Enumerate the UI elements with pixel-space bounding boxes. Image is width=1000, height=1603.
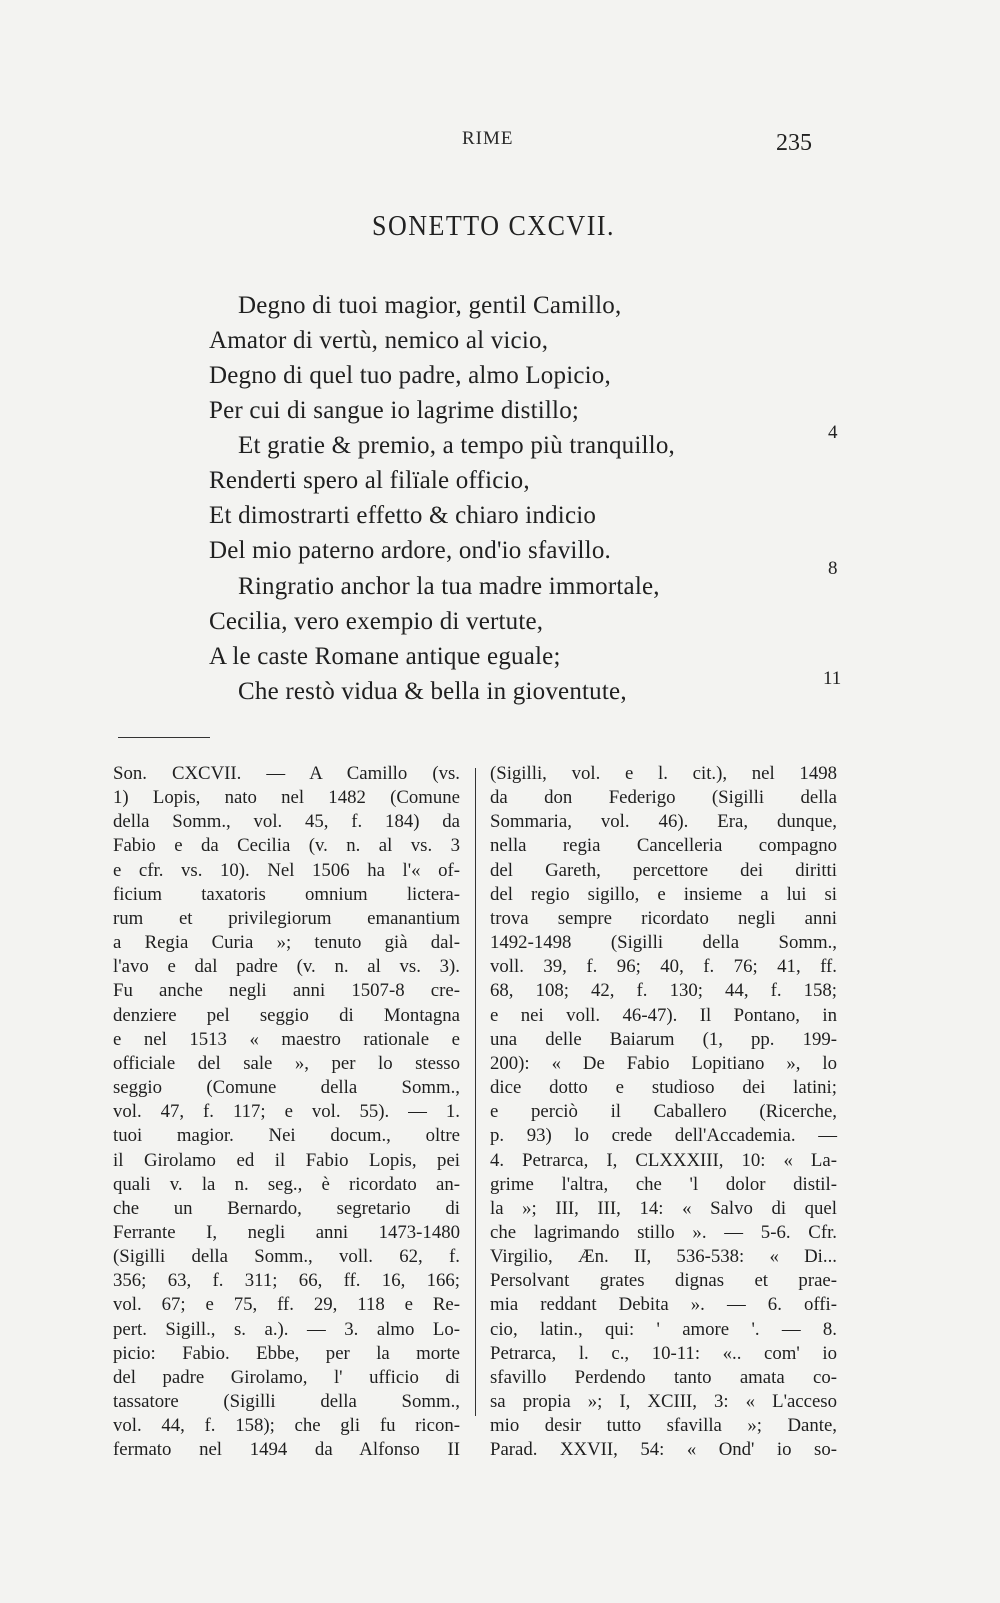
line-number: 4 [828,422,838,443]
note-line: e nel 1513 « maestro rationale e [113,1028,460,1050]
verse-line: Renderti spero al filïale officio, [209,467,530,494]
verse-line: Amator di vertù, nemico al vicio, [209,327,549,354]
verse-line: Ringratio anchor la tua madre immortale, [238,573,660,600]
note-line: vol. 47, f. 117; e vol. 55). — 1. [113,1101,460,1123]
note-line: nella regia Cancelleria compagno [490,835,837,857]
verse-line: A le caste Romane antique eguale; [209,643,561,670]
note-line: seggio (Comune della Somm., [113,1077,460,1099]
note-line: Persolvant grates dignas et prae- [490,1270,837,1292]
note-line: Fabio e da Cecilia (v. n. al vs. 3 [113,835,460,857]
note-line: (Sigilli della Somm., voll. 62, f. [113,1246,460,1268]
note-line: 1) Lopis, nato nel 1482 (Comune [113,787,460,809]
note-line: denziere pel seggio di Montagna [113,1004,460,1026]
note-line: Petrarca, l. c., 10-11: «.. com' io [490,1342,837,1364]
notes-column-left [113,762,460,1463]
verse-line: Et dimostrarti effetto & chiaro indicio [209,502,597,529]
note-line: Sommaria, vol. 46). Era, dunque, [490,811,837,833]
note-line: e nei voll. 46-47). Il Pontano, in [490,1004,837,1026]
note-line: a Regia Curia »; tenuto già dal- [113,932,460,954]
verse-line: Degno di tuoi magior, gentil Camillo, [238,292,622,319]
note-line: picio: Fabio. Ebbe, per la morte [113,1342,460,1364]
notes-column-right [490,762,837,1463]
verse-line: Del mio paterno ardore, ond'io sfavillo. [209,537,611,564]
note-line: 1492-1498 (Sigilli della Somm., [490,932,837,954]
line-number: 8 [828,558,838,579]
note-line: Son. CXCVII. — A Camillo (vs. [113,763,460,784]
note-line: cio, latin., qui: ' amore '. — 8. [490,1318,837,1340]
note-line: vol. 67; e 75, ff. 29, 118 e Re- [113,1294,460,1316]
note-line: tassatore (Sigilli della Somm., [113,1391,460,1413]
note-line: la »; III, III, 14: « Salvo di quel [490,1197,837,1219]
note-line: del regio sigillo, e insieme a lui si [490,883,837,905]
note-line: pert. Sigill., s. a.). — 3. almo Lo- [113,1318,460,1340]
note-line: che lagrimando stillo ». — 5-6. Cfr. [490,1221,837,1243]
note-line: 68, 108; 42, f. 130; 44, f. 158; [490,980,837,1002]
note-line: mia reddant Debita ». — 6. offi- [490,1294,837,1316]
note-line: trova sempre ricordato negli anni [490,907,837,929]
note-line: Fu anche negli anni 1507-8 cre- [113,980,460,1002]
note-line: officiale del sale », per lo stesso [113,1052,460,1074]
note-line: e perciò il Caballero (Ricerche, [490,1101,837,1123]
note-line: voll. 39, f. 96; 40, f. 76; 41, ff. [490,956,837,978]
note-line: del Gareth, percettore dei diritti [490,859,837,881]
note-line: e cfr. vs. 10). Nel 1506 ha l'« of- [113,859,460,881]
note-line: Ferrante I, negli anni 1473-1480 [113,1221,460,1243]
note-line: il Girolamo ed il Fabio Lopis, pei [113,1149,460,1171]
column-divider [475,768,476,1416]
verse-line: Cecilia, vero exempio di vertute, [209,608,544,635]
note-line: Virgilio, Æn. II, 536-538: « Di... [490,1246,837,1268]
note-line: tuoi magior. Nei docum., oltre [113,1125,460,1147]
note-line: 200): « De Fabio Lopitiano », lo [490,1052,837,1074]
page-number: 235 [776,130,812,156]
note-line: da don Federigo (Sigilli della [490,787,837,809]
poem-title: SONETTO CXCVII. [372,210,616,242]
note-line: 356; 63, f. 311; 66, ff. 16, 166; [113,1270,460,1292]
note-line: rum et privilegiorum emanantium [113,907,460,929]
note-line: sa propia »; I, XCIII, 3: « L'acceso [490,1391,837,1413]
note-line: mio desir tutto sfavilla »; Dante, [490,1415,837,1437]
note-line: dice dotto e studioso dei latini; [490,1077,837,1099]
verse-line: Che restò vidua & bella in gioventute, [238,678,627,705]
verse-line: Degno di quel tuo padre, almo Lopicio, [209,362,611,389]
note-line: Parad. XXVII, 54: « Ond' io so- [490,1439,837,1461]
note-line: quali v. la n. seg., è ricordato an- [113,1173,460,1195]
running-head: RIME [462,128,514,149]
note-line: (Sigilli, vol. e l. cit.), nel 1498 [490,763,837,784]
note-line: sfavillo Perdendo tanto amata co- [490,1366,837,1388]
note-line: ficium taxatoris omnium lictera- [113,883,460,905]
note-line: che un Bernardo, segretario di [113,1197,460,1219]
note-line: 4. Petrarca, I, CLXXXIII, 10: « La- [490,1149,837,1171]
line-number: 11 [823,668,842,689]
note-line: della Somm., vol. 45, f. 184) da [113,811,460,833]
note-line: p. 93) lo crede dell'Accademia. — [490,1125,837,1147]
note-line: una delle Baiarum (1, pp. 199- [490,1028,837,1050]
note-line: vol. 44, f. 158); che gli fu ricon- [113,1415,460,1437]
verse-line: Per cui di sangue io lagrime distillo; [209,397,580,424]
note-line: l'avo e dal padre (v. n. al vs. 3). [113,956,460,978]
note-line: grime l'altra, che 'l dolor distil- [490,1173,837,1195]
note-line: del padre Girolamo, l' ufficio di [113,1366,460,1388]
footnote-rule [118,737,210,738]
note-line: fermato nel 1494 da Alfonso II [113,1439,460,1461]
verse-line: Et gratie & premio, a tempo più tranquillo, [238,432,675,459]
